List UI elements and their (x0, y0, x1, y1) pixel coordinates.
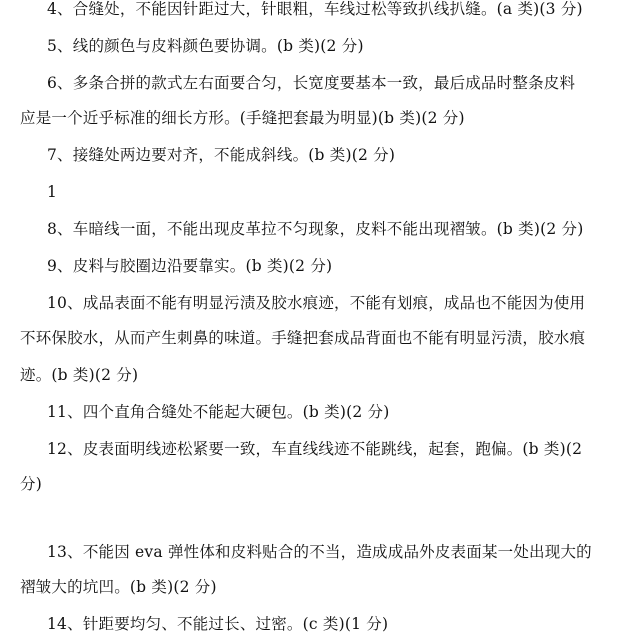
item-14-text: 14、针距要均匀、不能过长、过密。(c 类)(1 分) (47, 615, 389, 633)
item-7-text: 7、接缝处两边要对齐，不能成斜线。(b 类)(2 分) (47, 146, 396, 164)
item-10-text-line-1: 10、成品表面不能有明显污渍及胶水痕迹，不能有划痕，成品也不能因为使用 (47, 294, 586, 312)
item-10-text-line-2: 不环保胶水，从而产生刺鼻的味道。手缝把套成品背面也不能有明显污渍，胶水痕 (20, 329, 586, 347)
item-5-text: 5、线的颜色与皮料颜色要协调。(b 类)(2 分) (47, 37, 364, 55)
item-13-text-line-1: 13、不能因 eva 弹性体和皮料贴合的不当，造成成品外皮表面某一处出现大的 (47, 543, 592, 561)
page-number: 1 (47, 183, 58, 201)
item-9-text: 9、皮料与胶圈边沿要靠实。(b 类)(2 分) (47, 257, 333, 275)
item-6-text-line-2: 应是一个近乎标准的细长方形。(手缝把套最为明显)(b 类)(2 分) (20, 109, 465, 127)
item-12-text-line-2: 分) (20, 475, 42, 493)
item-10-text-line-3: 迹。(b 类)(2 分) (20, 366, 139, 384)
item-4-text: 4、合缝处，不能因针距过大，针眼粗，车线过松等致扒线扒缝。(a 类)(3 分) (47, 0, 583, 18)
item-11-text: 11、四个直角合缝处不能起大硬包。(b 类)(2 分) (47, 403, 390, 421)
item-12-text-line-1: 12、皮表面明线迹松紧要一致，车直线线迹不能跳线，起套，跑偏。(b 类)(2 (47, 440, 583, 458)
item-6-text-line-1: 6、多条合拼的款式左右面要合匀，长宽度要基本一致，最后成品时整条皮料 (47, 74, 576, 92)
item-8-text: 8、车暗线一面，不能出现皮革拉不匀现象，皮料不能出现褶皱。(b 类)(2 分) (47, 220, 584, 238)
item-13-text-line-2: 褶皱大的坑凹。(b 类)(2 分) (20, 578, 217, 596)
